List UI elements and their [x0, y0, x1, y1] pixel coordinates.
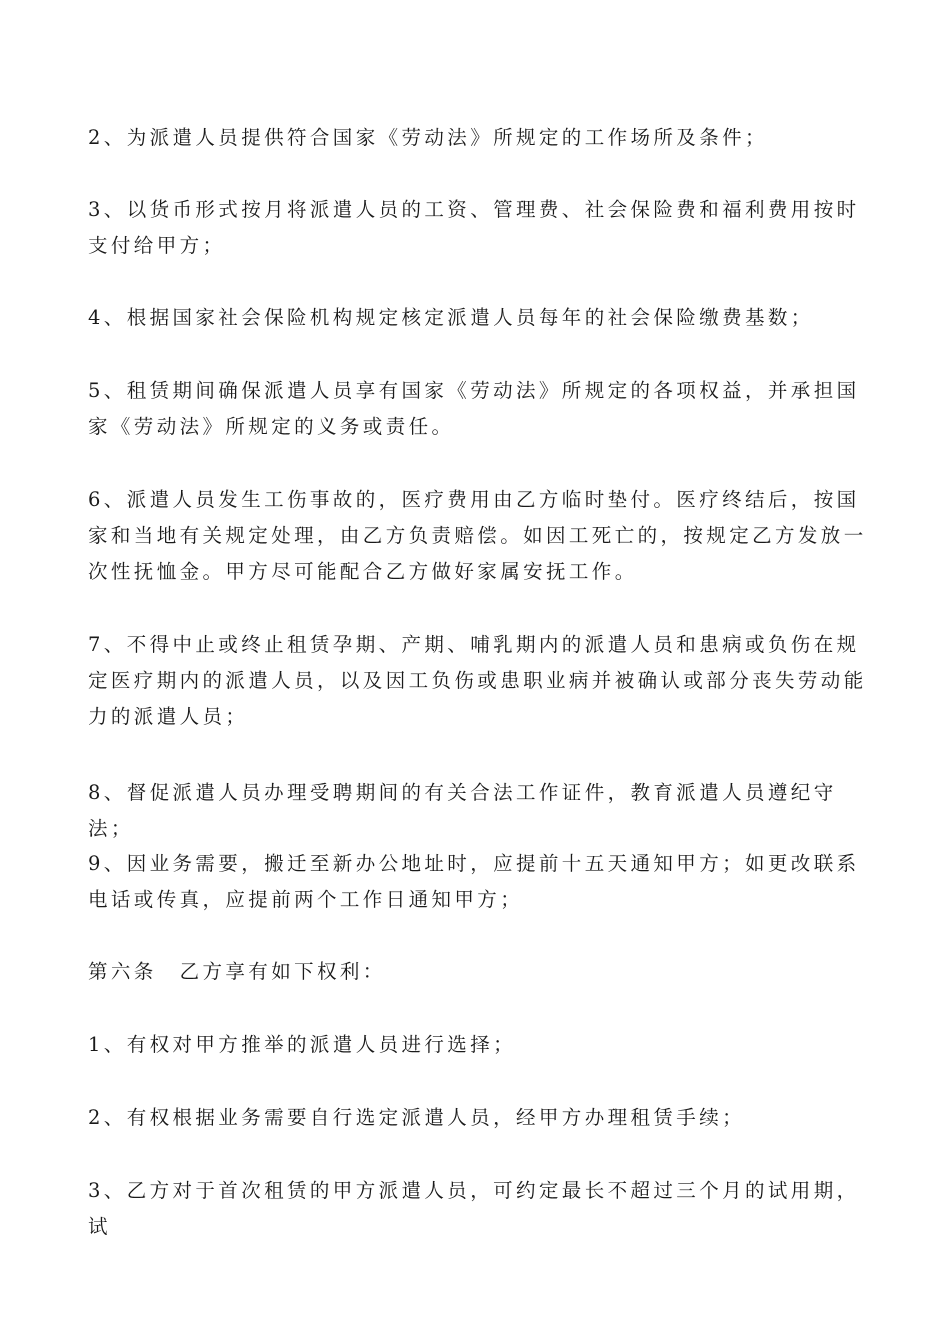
paragraph-item-5-rights: 5、租赁期间确保派遣人员享有国家《劳动法》所规定的各项权益，并承担国家《劳动法》所规定的义务或责任。 — [88, 379, 860, 438]
paragraph-item-9-relocation: 9、因业务需要，搬迁至新办公地址时，应提前十五天通知甲方；如更改联系电话或传真，应提前两个工作日通知甲方； — [88, 852, 860, 911]
paragraph-item-6-injury: 6、派遣人员发生工伤事故的，医疗费用由乙方临时垫付。医疗终结后，按国家和当地有关规定处理，由乙方负责赔偿。如因工死亡的，按规定乙方发放一次性抚恤金。甲方尽可能配合乙方做好家属安抚工作。 — [88, 488, 867, 583]
paragraph-item-4-insurance-base: 4、根据国家社会保险机构规定核定派遣人员每年的社会保险缴费基数； — [88, 306, 814, 329]
paragraph-right-1-selection: 1、有权对甲方推举的派遣人员进行选择； — [88, 1033, 517, 1056]
paragraph-right-3-probation: 3、乙方对于首次租赁的甲方派遣人员，可约定最长不超过三个月的试用期，试 — [88, 1179, 860, 1238]
paragraph-item-2-workplace: 2、为派遣人员提供符合国家《劳动法》所规定的工作场所及条件； — [88, 126, 768, 149]
paragraph-right-2-choose: 2、有权根据业务需要自行选定派遣人员，经甲方办理租赁手续； — [88, 1106, 746, 1129]
paragraph-item-8-certificates: 8、督促派遣人员办理受聘期间的有关合法工作证件，教育派遣人员遵纪守法； — [88, 781, 837, 840]
section-heading-article-6: 第六条 乙方享有如下权利： — [88, 960, 386, 983]
paragraph-item-3-payment: 3、以货币形式按月将派遣人员的工资、管理费、社会保险费和福利费用按时支付给甲方； — [88, 198, 860, 257]
paragraph-item-7-termination: 7、不得中止或终止租赁孕期、产期、哺乳期内的派遣人员和患病或负伤在规定医疗期内的派遣人员，以及因工负伤或患职业病并被确认或部分丧失劳动能力的派遣人员； — [88, 633, 867, 728]
